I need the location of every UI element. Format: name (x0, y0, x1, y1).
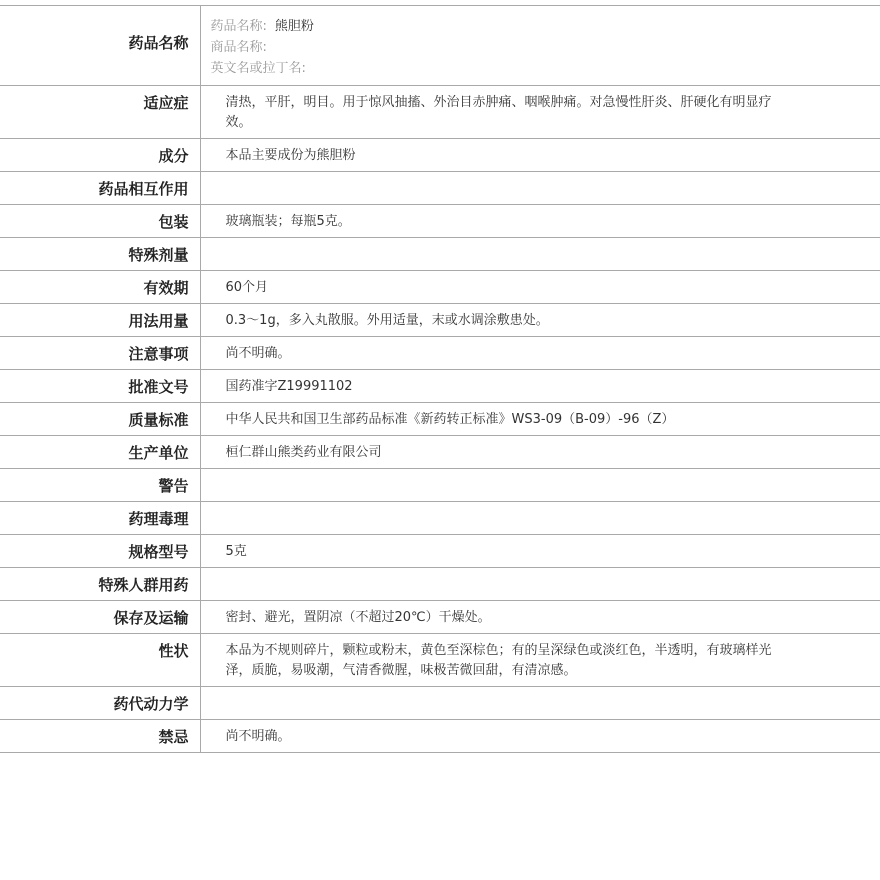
row-interactions (0, 172, 880, 205)
row-storage (0, 601, 880, 634)
value-approval-number: 国药准字Z19991102 (225, 379, 353, 394)
label-packaging: 包装 (0, 205, 200, 238)
row-contraindications (0, 720, 880, 753)
row-indications (0, 86, 880, 139)
value-special-populations (200, 568, 880, 601)
row-packaging (0, 205, 880, 238)
label-precautions: 注意事项 (0, 337, 200, 370)
row-shelf-life (0, 271, 880, 304)
drug-name-key: 药品名称: (210, 19, 267, 34)
label-interactions: 药品相互作用 (0, 172, 200, 205)
drug-name-value: 熊胆粉 (274, 19, 314, 34)
label-indications: 适应症 (0, 86, 200, 139)
trade-name-key: 商品名称: (210, 40, 267, 55)
label-storage: 保存及运输 (0, 601, 200, 634)
label-usage-dosage: 用法用量 (0, 304, 200, 337)
row-pharmacokinetics (0, 687, 880, 720)
trade-name-line (211, 37, 871, 58)
label-approval-number: 批准文号 (0, 370, 200, 403)
value-pharmacokinetics (200, 687, 880, 720)
row-approval-number (0, 370, 880, 403)
value-storage: 密封、避光，置阴凉（不超过20℃）干燥处。 (225, 610, 491, 625)
label-shelf-life: 有效期 (0, 271, 200, 304)
row-precautions (0, 337, 880, 370)
row-manufacturer (0, 436, 880, 469)
value-packaging: 玻璃瓶装；每瓶5克。 (225, 214, 351, 229)
value-contraindications: 尚不明确。 (225, 729, 291, 744)
row-toxicology (0, 502, 880, 535)
label-quality-standard: 质量标准 (0, 403, 200, 436)
label-specification: 规格型号 (0, 535, 200, 568)
label-special-populations: 特殊人群用药 (0, 568, 200, 601)
label-contraindications: 禁忌 (0, 720, 200, 753)
label-ingredients: 成分 (0, 139, 200, 172)
row-special-populations (0, 568, 880, 601)
value-quality-standard: 中华人民共和国卫生部药品标准《新药转正标准》WS3-09（B-09）-96（Z） (225, 412, 675, 427)
label-description: 性状 (0, 634, 200, 687)
value-drug-name (200, 6, 880, 86)
drug-info-table (0, 5, 880, 753)
english-name-key: 英文名或拉丁名: (210, 61, 306, 76)
row-quality-standard (0, 403, 880, 436)
value-usage-dosage: 0.3～1g，多入丸散服。外用适量，末或水调涂敷患处。 (225, 313, 549, 328)
row-drug-name (0, 6, 880, 86)
row-description (0, 634, 880, 687)
value-warning (200, 469, 880, 502)
row-special-dosage (0, 238, 880, 271)
value-manufacturer: 桓仁群山熊类药业有限公司 (225, 445, 382, 460)
drug-name-line (211, 16, 871, 37)
value-shelf-life: 60个月 (225, 280, 269, 295)
row-specification (0, 535, 880, 568)
value-indications: 清热，平肝，明目。用于惊风抽搐、外治目赤肿痛、咽喉肿痛。对急慢性肝炎、肝硬化有明显疗效。 (225, 95, 772, 130)
label-manufacturer: 生产单位 (0, 436, 200, 469)
row-warning (0, 469, 880, 502)
label-drug-name: 药品名称 (0, 6, 200, 86)
value-interactions (200, 172, 880, 205)
value-precautions: 尚不明确。 (225, 346, 291, 361)
value-ingredients: 本品主要成份为熊胆粉 (225, 148, 356, 163)
value-description: 本品为不规则碎片，颗粒或粉末，黄色至深棕色；有的呈深绿色或淡红色，半透明，有玻璃样光泽，质脆，易吸潮，气清香微腥，味极苦微回甜，有清凉感。 (225, 643, 772, 678)
row-ingredients (0, 139, 880, 172)
value-specification: 5克 (225, 544, 247, 559)
row-usage-dosage (0, 304, 880, 337)
english-name-line (211, 58, 871, 79)
label-special-dosage: 特殊剂量 (0, 238, 200, 271)
label-warning: 警告 (0, 469, 200, 502)
value-toxicology (200, 502, 880, 535)
label-pharmacokinetics: 药代动力学 (0, 687, 200, 720)
label-toxicology: 药理毒理 (0, 502, 200, 535)
value-special-dosage (200, 238, 880, 271)
